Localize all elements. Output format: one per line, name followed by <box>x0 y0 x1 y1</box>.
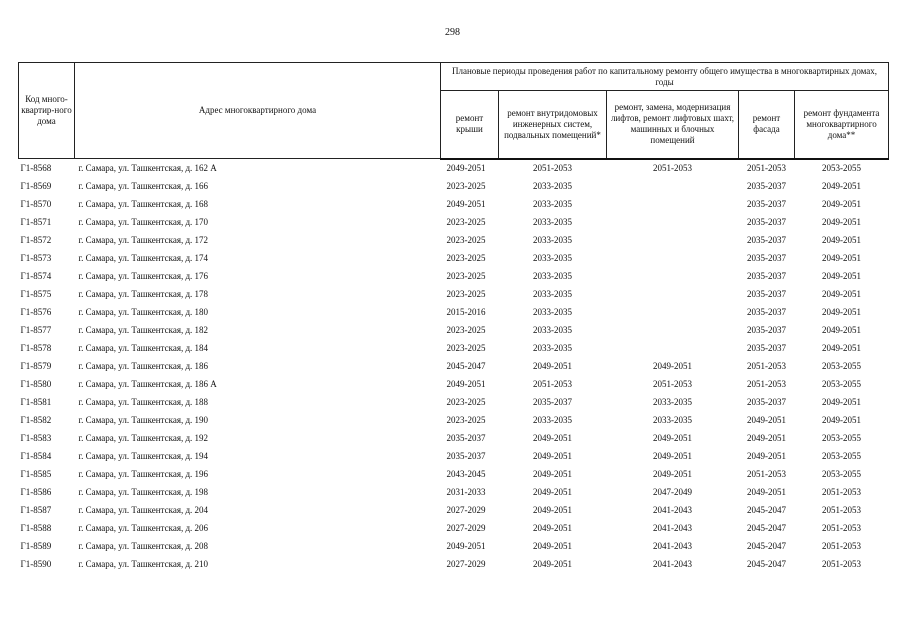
facade-period-cell: 2049-2051 <box>747 451 786 461</box>
systems-period-cell: 2051-2053 <box>533 163 572 173</box>
table-row <box>19 556 889 574</box>
roof-period-cell: 2023-2025 <box>446 271 486 281</box>
address-cell: г. Самара, ул. Ташкентская, д. 186 А <box>78 379 217 389</box>
foundation-period-cell: 2049-2051 <box>822 235 862 245</box>
table-row <box>19 538 889 556</box>
house-code-cell: Г1-8575 <box>20 289 52 299</box>
roof-period-cell: 2023-2025 <box>446 415 486 425</box>
table-row <box>19 358 889 376</box>
roof-period-cell: 2023-2025 <box>446 289 486 299</box>
header-code: Код много-квартир-ного дома <box>19 63 75 159</box>
foundation-period-cell: 2053-2055 <box>822 451 862 461</box>
foundation-period-cell: 2049-2051 <box>822 397 862 407</box>
foundation-period-cell: 2053-2055 <box>822 433 862 443</box>
house-code-cell: Г1-8580 <box>20 379 52 389</box>
house-code-cell: Г1-8578 <box>20 343 52 353</box>
systems-period-cell: 2033-2035 <box>533 253 572 263</box>
header-planned-periods: Плановые периоды проведения работ по капитальному ремонту общего имущества в многоквартирных домах, годы <box>441 63 889 91</box>
foundation-period-cell: 2051-2053 <box>822 487 862 497</box>
facade-period-cell: 2051-2053 <box>747 163 786 173</box>
lifts-period-cell: 2051-2053 <box>653 379 692 389</box>
table-row <box>19 304 889 322</box>
systems-period-cell: 2033-2035 <box>533 217 572 227</box>
address-cell: г. Самара, ул. Ташкентская, д. 198 <box>78 487 209 497</box>
table-row <box>19 340 889 358</box>
page-number: 298 <box>445 27 460 38</box>
lifts-period-cell: 2047-2049 <box>653 487 692 497</box>
table-row <box>19 430 889 448</box>
address-cell: г. Самара, ул. Ташкентская, д. 188 <box>78 397 209 407</box>
lifts-period-cell: 2049-2051 <box>653 469 692 479</box>
systems-period-cell: 2033-2035 <box>533 325 572 335</box>
systems-period-cell: 2049-2051 <box>533 433 572 443</box>
roof-period-cell: 2015-2016 <box>446 307 486 317</box>
table-row <box>19 268 889 286</box>
lifts-period-cell: 2049-2051 <box>653 433 692 443</box>
address-cell: г. Самара, ул. Ташкентская, д. 204 <box>78 505 209 515</box>
lifts-period-cell: 2051-2053 <box>653 163 692 173</box>
roof-period-cell: 2023-2025 <box>446 253 486 263</box>
facade-period-cell: 2035-2037 <box>747 253 786 263</box>
table-row <box>19 394 889 412</box>
lifts-period-cell: 2049-2051 <box>653 361 692 371</box>
foundation-period-cell: 2049-2051 <box>822 271 862 281</box>
roof-period-cell: 2035-2037 <box>446 433 486 443</box>
facade-period-cell: 2051-2053 <box>747 361 786 371</box>
foundation-period-cell: 2049-2051 <box>822 343 862 353</box>
foundation-period-cell: 2053-2055 <box>822 163 862 173</box>
lifts-period-cell <box>607 214 739 232</box>
house-code-cell: Г1-8576 <box>20 307 52 317</box>
facade-period-cell: 2051-2053 <box>747 379 786 389</box>
table-row <box>19 502 889 520</box>
roof-period-cell: 2027-2029 <box>446 559 486 569</box>
foundation-period-cell: 2051-2053 <box>822 541 862 551</box>
address-cell: г. Самара, ул. Ташкентская, д. 210 <box>78 559 209 569</box>
table-row <box>19 466 889 484</box>
foundation-period-cell: 2049-2051 <box>822 307 862 317</box>
table-row <box>19 376 889 394</box>
systems-period-cell: 2049-2051 <box>533 451 572 461</box>
address-cell: г. Самара, ул. Ташкентская, д. 184 <box>78 343 209 353</box>
facade-period-cell: 2035-2037 <box>747 397 786 407</box>
systems-period-cell: 2049-2051 <box>533 505 572 515</box>
address-cell: г. Самара, ул. Ташкентская, д. 208 <box>78 541 209 551</box>
systems-period-cell: 2033-2035 <box>533 289 572 299</box>
foundation-period-cell: 2053-2055 <box>822 361 862 371</box>
roof-period-cell: 2023-2025 <box>446 343 486 353</box>
house-code-cell: Г1-8589 <box>20 541 52 551</box>
roof-period-cell: 2035-2037 <box>446 451 486 461</box>
foundation-period-cell: 2053-2055 <box>822 379 862 389</box>
address-cell: г. Самара, ул. Ташкентская, д. 186 <box>78 361 209 371</box>
table-row <box>19 448 889 466</box>
systems-period-cell: 2033-2035 <box>533 181 572 191</box>
lifts-period-cell: 2049-2051 <box>653 451 692 461</box>
table-row <box>19 214 889 232</box>
systems-period-cell: 2033-2035 <box>533 343 572 353</box>
systems-period-cell: 2033-2035 <box>533 415 572 425</box>
roof-period-cell: 2023-2025 <box>446 325 486 335</box>
foundation-period-cell: 2049-2051 <box>822 217 862 227</box>
header-roof: ремонт крыши <box>441 91 499 159</box>
roof-period-cell: 2049-2051 <box>446 541 486 551</box>
facade-period-cell: 2051-2053 <box>747 469 786 479</box>
systems-period-cell: 2033-2035 <box>533 271 572 281</box>
lifts-period-cell <box>607 322 739 340</box>
table-row <box>19 250 889 268</box>
header-foundation: ремонт фундамента многоквартирного дома** <box>795 91 889 159</box>
lifts-period-cell <box>607 304 739 322</box>
lifts-period-cell: 2041-2043 <box>653 505 692 515</box>
house-code-cell: Г1-8577 <box>20 325 52 335</box>
table-body <box>19 159 889 574</box>
facade-period-cell: 2035-2037 <box>747 199 786 209</box>
roof-period-cell: 2049-2051 <box>446 379 486 389</box>
house-code-cell: Г1-8574 <box>20 271 52 281</box>
house-code-cell: Г1-8585 <box>20 469 52 479</box>
house-code-cell: Г1-8583 <box>20 433 52 443</box>
roof-period-cell: 2023-2025 <box>446 397 486 407</box>
lifts-period-cell <box>607 232 739 250</box>
address-cell: г. Самара, ул. Ташкентская, д. 168 <box>78 199 209 209</box>
facade-period-cell: 2035-2037 <box>747 289 786 299</box>
facade-period-cell: 2049-2051 <box>747 415 786 425</box>
roof-period-cell: 2023-2025 <box>446 235 486 245</box>
roof-period-cell: 2049-2051 <box>446 199 486 209</box>
header-address: Адрес многоквартирного дома <box>75 63 441 159</box>
roof-period-cell: 2027-2029 <box>446 505 486 515</box>
address-cell: г. Самара, ул. Ташкентская, д. 162 А <box>78 162 217 173</box>
roof-period-cell: 2043-2045 <box>446 469 486 479</box>
foundation-period-cell: 2049-2051 <box>822 415 862 425</box>
foundation-period-cell: 2049-2051 <box>822 289 862 299</box>
table-row <box>19 484 889 502</box>
facade-period-cell: 2035-2037 <box>747 325 786 335</box>
systems-period-cell: 2033-2035 <box>533 235 572 245</box>
systems-period-cell: 2049-2051 <box>533 541 572 551</box>
foundation-period-cell: 2053-2055 <box>822 469 862 479</box>
facade-period-cell: 2035-2037 <box>747 217 786 227</box>
house-code-cell: Г1-8586 <box>20 487 52 497</box>
facade-period-cell: 2035-2037 <box>747 271 786 281</box>
facade-period-cell: 2045-2047 <box>747 541 786 551</box>
roof-period-cell: 2031-2033 <box>446 487 486 497</box>
systems-period-cell: 2033-2035 <box>533 199 572 209</box>
address-cell: г. Самара, ул. Ташкентская, д. 172 <box>78 235 209 245</box>
roof-period-cell: 2023-2025 <box>446 181 486 191</box>
table-row <box>19 412 889 430</box>
address-cell: г. Самара, ул. Ташкентская, д. 206 <box>78 523 209 533</box>
facade-period-cell: 2045-2047 <box>747 559 786 569</box>
systems-period-cell: 2049-2051 <box>533 523 572 533</box>
lifts-period-cell: 2041-2043 <box>653 523 692 533</box>
facade-period-cell: 2035-2037 <box>747 181 786 191</box>
foundation-period-cell: 2051-2053 <box>822 505 862 515</box>
foundation-period-cell: 2049-2051 <box>822 253 862 263</box>
systems-period-cell: 2033-2035 <box>533 307 572 317</box>
foundation-period-cell: 2051-2053 <box>822 523 862 533</box>
systems-period-cell: 2049-2051 <box>533 487 572 497</box>
lifts-period-cell <box>607 286 739 304</box>
systems-period-cell: 2049-2051 <box>533 361 572 371</box>
address-cell: г. Самара, ул. Ташкентская, д. 178 <box>78 289 209 299</box>
repair-schedule-table <box>18 62 889 574</box>
systems-period-cell: 2049-2051 <box>533 559 572 569</box>
header-lifts: ремонт, замена, модернизация лифтов, ремонт лифтовых шахт, машинных и блочных помещений <box>607 91 739 159</box>
lifts-period-cell <box>607 178 739 196</box>
facade-period-cell: 2035-2037 <box>747 235 786 245</box>
house-code-cell: Г1-8581 <box>20 397 52 407</box>
table-row <box>19 232 889 250</box>
house-code-cell: Г1-8582 <box>20 415 52 425</box>
house-code-cell: Г1-8588 <box>20 523 52 533</box>
lifts-period-cell: 2033-2035 <box>653 397 692 407</box>
facade-period-cell: 2045-2047 <box>747 523 786 533</box>
lifts-period-cell <box>607 340 739 358</box>
house-code-cell: Г1-8572 <box>20 235 52 245</box>
lifts-period-cell: 2041-2043 <box>653 559 692 569</box>
foundation-period-cell: 2049-2051 <box>822 181 862 191</box>
address-cell: г. Самара, ул. Ташкентская, д. 180 <box>78 307 209 317</box>
facade-period-cell: 2035-2037 <box>747 307 786 317</box>
table-row <box>19 520 889 538</box>
table-row <box>19 196 889 214</box>
roof-period-cell: 2023-2025 <box>446 217 486 227</box>
header-systems: ремонт внутридомовых инженерных систем, подвальных помещений* <box>499 91 607 159</box>
systems-period-cell: 2051-2053 <box>533 379 572 389</box>
address-cell: г. Самара, ул. Ташкентская, д. 170 <box>78 217 209 227</box>
table-row <box>19 322 889 340</box>
address-cell: г. Самара, ул. Ташкентская, д. 182 <box>78 325 209 335</box>
address-cell: г. Самара, ул. Ташкентская, д. 192 <box>78 433 209 443</box>
roof-period-cell: 2049-2051 <box>446 163 486 173</box>
house-code-cell: Г1-8587 <box>20 505 52 515</box>
address-cell: г. Самара, ул. Ташкентская, д. 190 <box>78 415 209 425</box>
table-row <box>19 286 889 304</box>
house-code-cell: Г1-8590 <box>20 559 52 569</box>
systems-period-cell: 2049-2051 <box>533 469 572 479</box>
address-cell: г. Самара, ул. Ташкентская, д. 196 <box>78 469 209 479</box>
facade-period-cell: 2035-2037 <box>747 343 786 353</box>
foundation-period-cell: 2051-2053 <box>822 559 862 569</box>
table-row <box>19 178 889 196</box>
roof-period-cell: 2027-2029 <box>446 523 486 533</box>
header-facade: ремонт фасада <box>739 91 795 159</box>
lifts-period-cell: 2041-2043 <box>653 541 692 551</box>
table-header <box>19 63 889 159</box>
address-cell: г. Самара, ул. Ташкентская, д. 194 <box>78 451 209 461</box>
address-cell: г. Самара, ул. Ташкентская, д. 174 <box>78 253 209 263</box>
foundation-period-cell: 2049-2051 <box>822 199 862 209</box>
house-code-cell: Г1-8573 <box>20 253 52 263</box>
facade-period-cell: 2049-2051 <box>747 433 786 443</box>
house-code-cell: Г1-8571 <box>20 217 52 227</box>
house-code-cell: Г1-8579 <box>20 361 52 371</box>
house-code-cell: Г1-8568 <box>20 162 52 173</box>
facade-period-cell: 2045-2047 <box>747 505 786 515</box>
lifts-period-cell: 2033-2035 <box>653 415 692 425</box>
table-row <box>19 159 889 178</box>
facade-period-cell: 2049-2051 <box>747 487 786 497</box>
lifts-period-cell <box>607 250 739 268</box>
address-cell: г. Самара, ул. Ташкентская, д. 176 <box>78 271 209 281</box>
foundation-period-cell: 2049-2051 <box>822 325 862 335</box>
house-code-cell: Г1-8584 <box>20 451 52 461</box>
house-code-cell: Г1-8570 <box>20 199 52 209</box>
lifts-period-cell <box>607 268 739 286</box>
roof-period-cell: 2045-2047 <box>446 361 486 371</box>
house-code-cell: Г1-8569 <box>20 181 52 191</box>
address-cell: г. Самара, ул. Ташкентская, д. 166 <box>78 181 209 191</box>
lifts-period-cell <box>607 196 739 214</box>
systems-period-cell: 2035-2037 <box>533 397 572 407</box>
